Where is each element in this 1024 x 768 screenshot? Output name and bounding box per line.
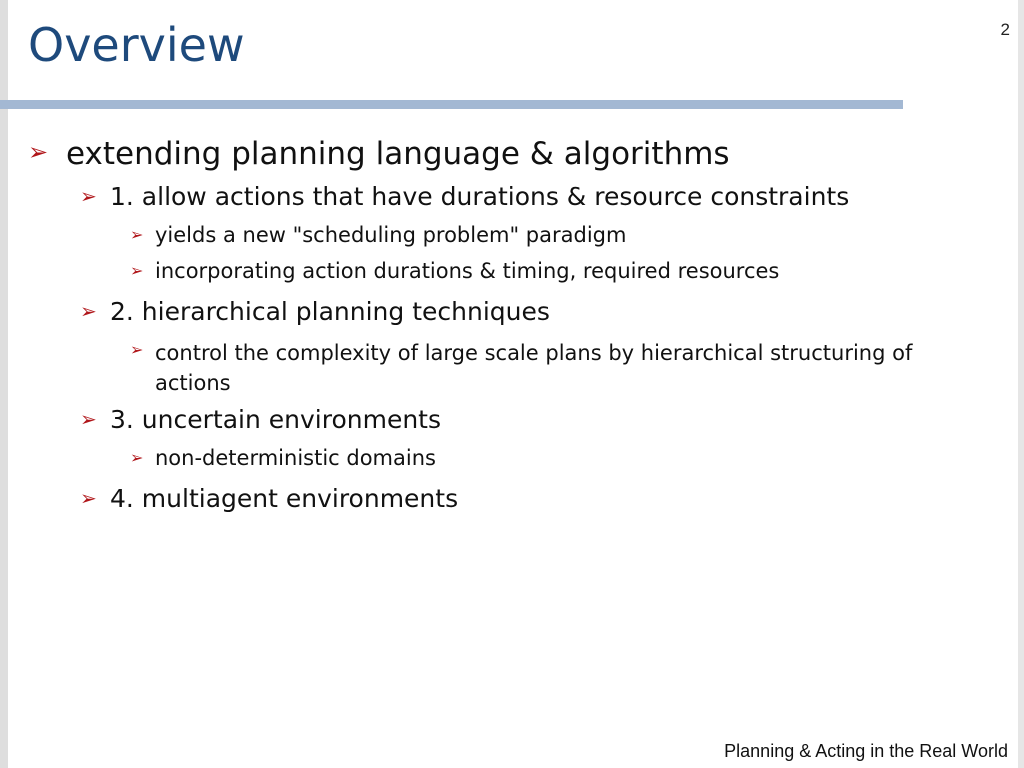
arrowhead-bullet-icon: ➢ bbox=[80, 486, 97, 510]
arrowhead-bullet-icon: ➢ bbox=[28, 138, 49, 166]
slide-number: 2 bbox=[1000, 20, 1010, 39]
bullet-text: incorporating action durations & timing, required resources bbox=[155, 259, 780, 283]
arrowhead-bullet-icon: ➢ bbox=[130, 448, 144, 467]
bullet-text: extending planning language & algorithms bbox=[66, 136, 730, 172]
bullet-text: 2. hierarchical planning techniques bbox=[110, 297, 550, 326]
arrowhead-bullet-icon: ➢ bbox=[130, 340, 144, 359]
bullet-text: 3. uncertain environments bbox=[110, 405, 441, 434]
arrowhead-bullet-icon: ➢ bbox=[80, 184, 97, 208]
arrowhead-bullet-icon: ➢ bbox=[80, 299, 97, 323]
arrowhead-bullet-icon: ➢ bbox=[130, 261, 144, 280]
arrowhead-bullet-icon: ➢ bbox=[80, 407, 97, 431]
bullet-text: 4. multiagent environments bbox=[110, 484, 459, 513]
slide-title: Overview bbox=[28, 18, 245, 72]
arrowhead-bullet-icon: ➢ bbox=[130, 225, 144, 244]
bullet-text: control the complexity of large scale plans by hierarchical structuring of actions bbox=[155, 341, 913, 395]
bullet-text: non-deterministic domains bbox=[155, 446, 436, 470]
slide-footer: Planning & Acting in the Real World bbox=[724, 741, 1008, 761]
bullet-text: 1. allow actions that have durations & resource constraints bbox=[110, 182, 850, 211]
bullet-text: yields a new "scheduling problem" paradigm bbox=[155, 223, 627, 247]
